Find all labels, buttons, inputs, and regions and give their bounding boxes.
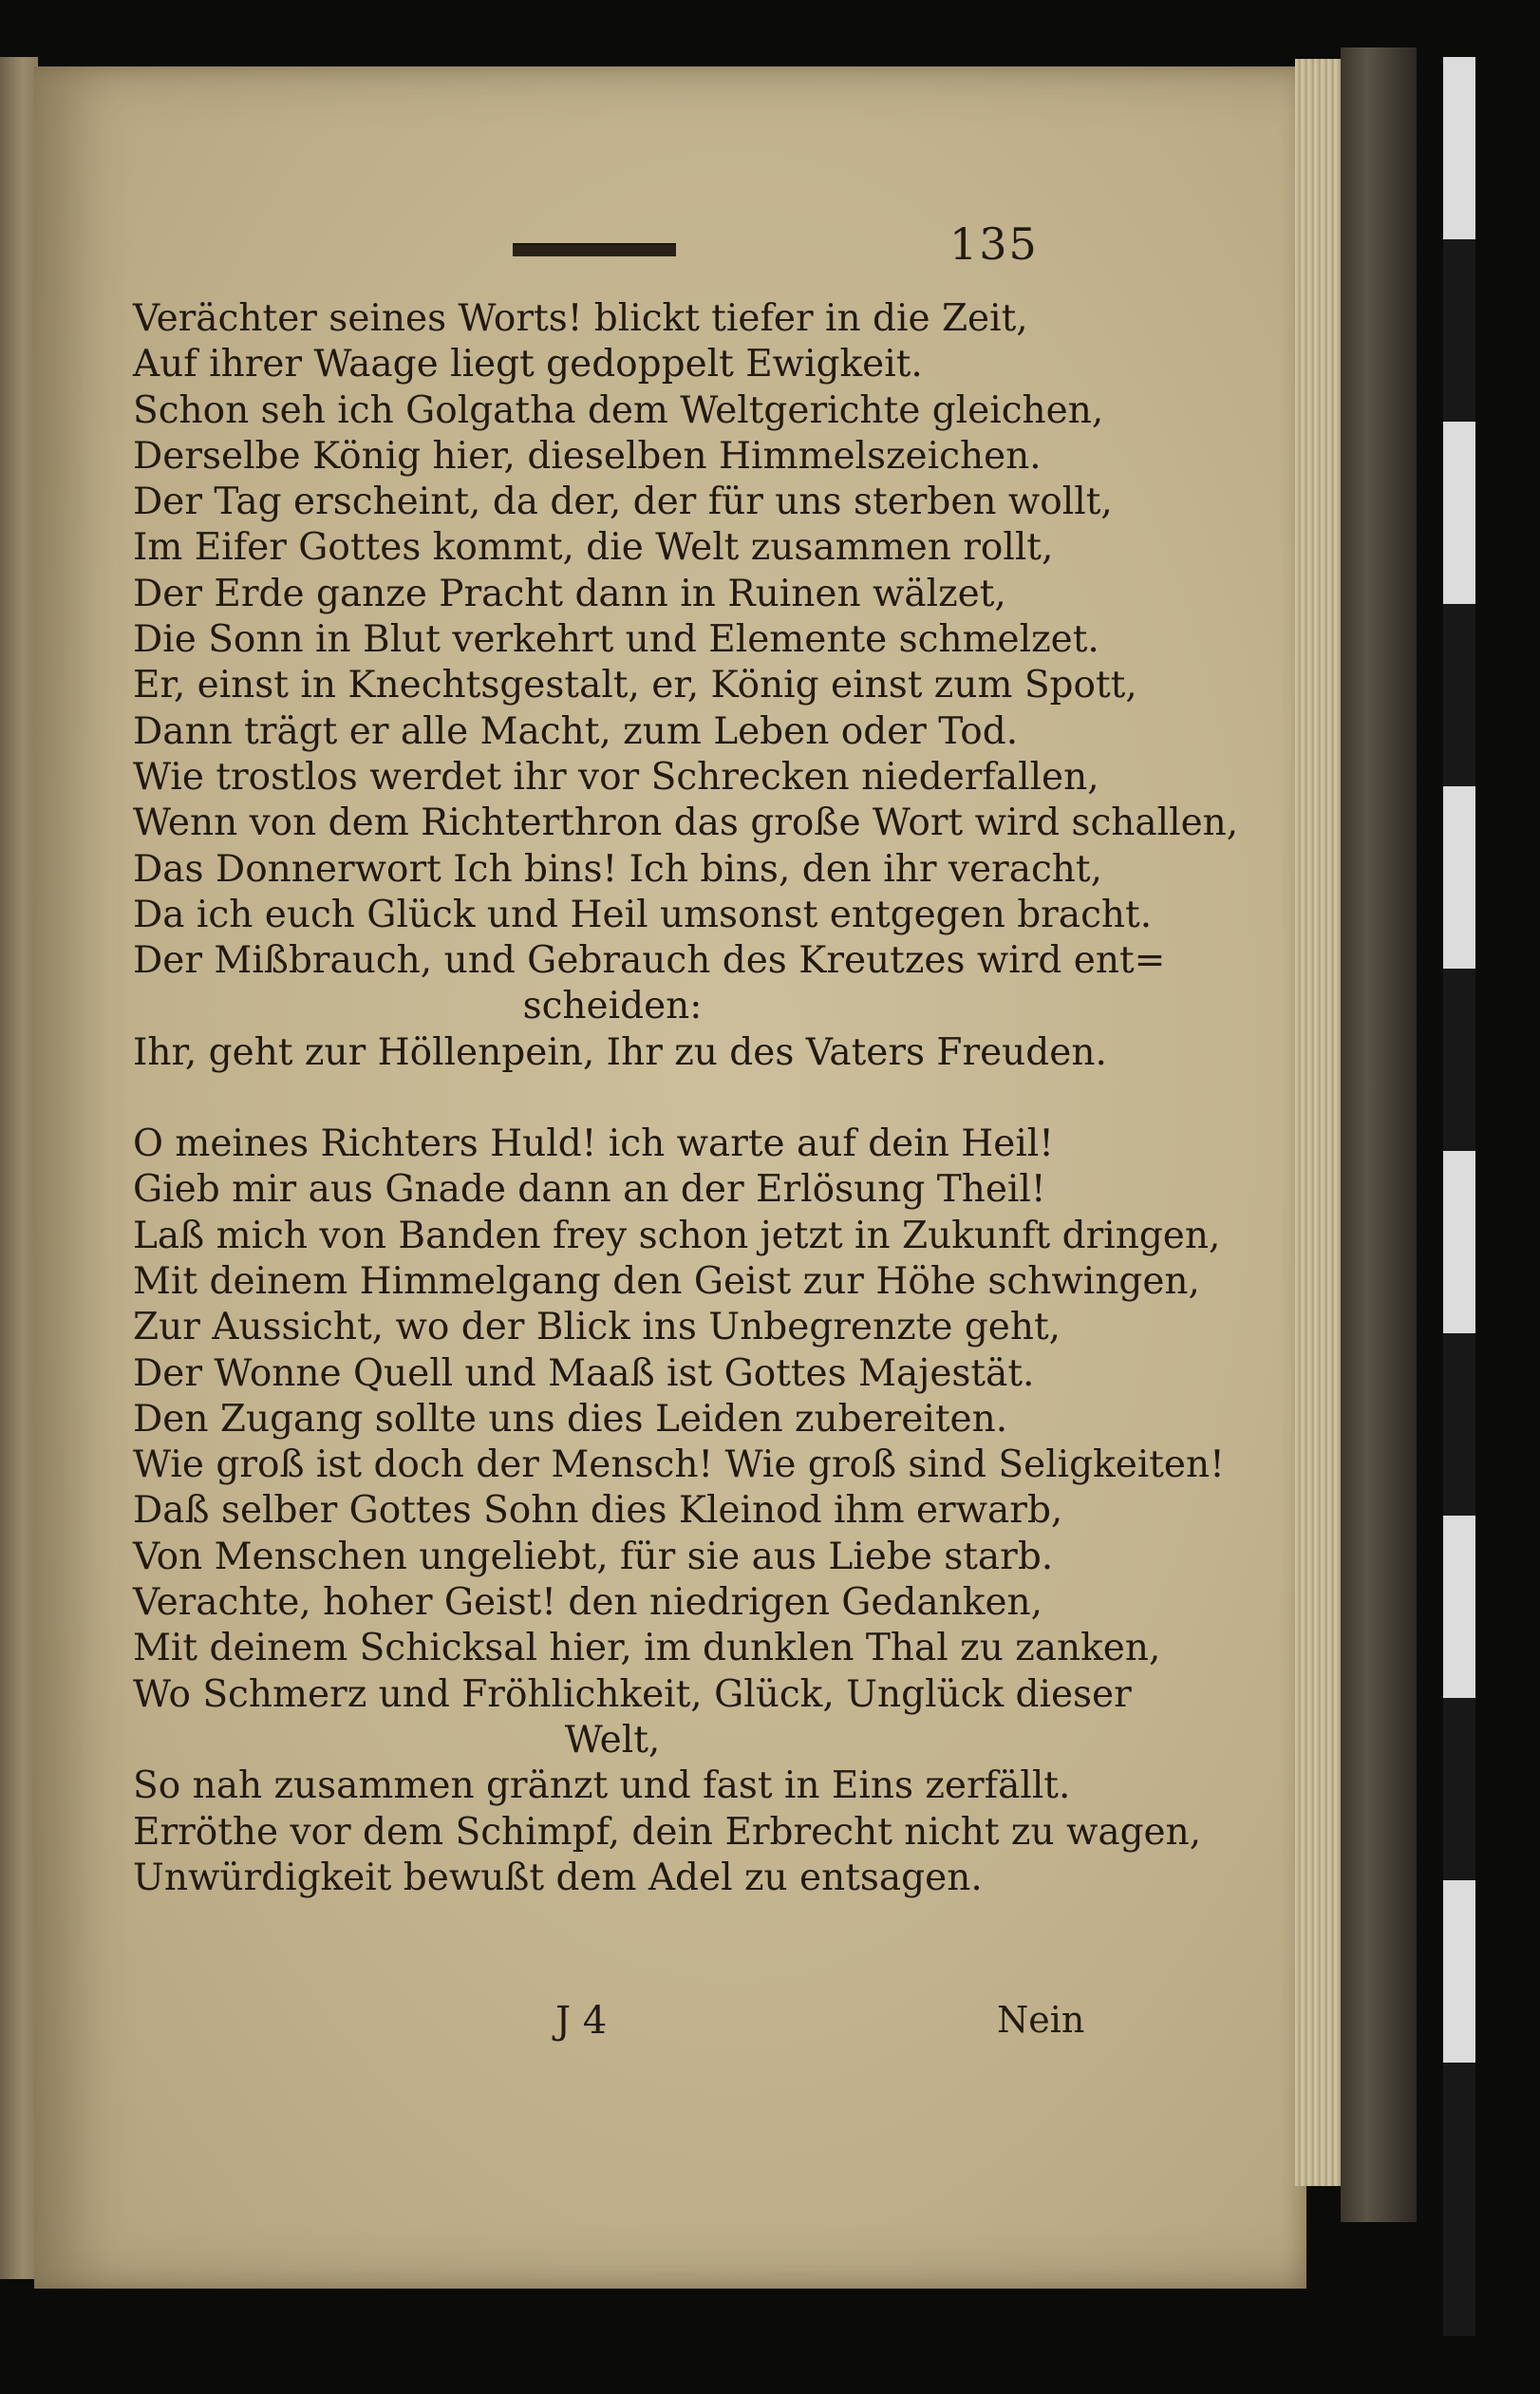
verse-line: Wie groß ist doch der Mensch! Wie groß sind Seligkeiten! xyxy=(133,1443,1225,1487)
verse-line: Gieb mir aus Gnade dann an der Erlösung Theil! xyxy=(133,1168,1046,1212)
catchword: Nein xyxy=(997,1999,1085,2041)
stanza-2 xyxy=(133,1122,1225,1901)
verse-line: Schon seh ich Golgatha dem Weltgerichte gleichen, xyxy=(133,388,1104,432)
verse-line: Unwürdigkeit bewußt dem Adel zu entsagen. xyxy=(133,1856,983,1899)
verse-line: Verächter seines Worts! blickt tiefer in die Zeit, xyxy=(133,297,1028,340)
header-rule xyxy=(513,243,676,256)
verse-line: Dann trägt er alle Macht, zum Leben oder Tod. xyxy=(133,709,1019,753)
verse-line: scheiden: xyxy=(522,985,703,1028)
verse-line: Daß selber Gottes Sohn dies Kleinod ihm erwarb, xyxy=(133,1489,1063,1533)
verse-line: O meines Richters Huld! ich warte auf dein Heil! xyxy=(133,1122,1054,1166)
verse-line: Er, einst in Knechtsgestalt, er, König einst zum Spott, xyxy=(133,664,1137,707)
verse-line: Den Zugang sollte uns dies Leiden zubereiten. xyxy=(133,1397,1008,1441)
page-number: 135 xyxy=(949,218,1039,270)
verse-line: Im Eifer Gottes kommt, die Welt zusammen rollt, xyxy=(133,526,1054,570)
verse-line: Mit deinem Schicksal hier, im dunklen Thal zu zanken, xyxy=(133,1627,1161,1670)
verse-line: Der Tag erscheint, da der, der für uns sterben wollt, xyxy=(133,481,1113,524)
verse-line: Das Donnerwort Ich bins! Ich bins, den ihr veracht, xyxy=(133,847,1102,891)
verse-line: Der Mißbrauch, und Gebrauch des Kreutzes wird ent= xyxy=(133,939,1166,983)
stanza-gap xyxy=(133,1076,1092,1122)
verse-line: Verachte, hoher Geist! den niedrigen Gedanken, xyxy=(133,1581,1043,1625)
left-page-edge xyxy=(0,57,38,2279)
verse-line: Die Sonn in Blut verkehrt und Elemente schmelzet. xyxy=(133,618,1099,662)
verse-line: So nah zusammen gränzt und fast in Eins zerfällt. xyxy=(133,1764,1071,1808)
verse-line: Der Erde ganze Pracht dann in Ruinen wälzet, xyxy=(133,572,1006,615)
signature-mark: J 4 xyxy=(555,1999,608,2043)
stanza-1 xyxy=(133,296,1239,1076)
verse-line: Welt, xyxy=(564,1718,661,1762)
verse-line: Mit deinem Himmelgang den Geist zur Höhe schwingen, xyxy=(133,1259,1200,1303)
verse-line: Der Wonne Quell und Maaß ist Gottes Majestät. xyxy=(133,1351,1035,1395)
book-cover-edge xyxy=(1341,47,1417,2222)
verse-line: Da ich euch Glück und Heil umsonst entgegen bracht. xyxy=(133,893,1153,936)
verse-line: Wo Schmerz und Fröhlichkeit, Glück, Unglück dieser xyxy=(133,1672,1132,1716)
page-stack-edges xyxy=(1295,59,1344,2186)
verse-line: Derselbe König hier, dieselben Himmelszeichen. xyxy=(133,434,1042,478)
verse-line: Wie trostlos werdet ihr vor Schrecken niederfallen, xyxy=(133,755,1099,799)
verse-line: Zur Aussicht, wo der Blick ins Unbegrenzte geht, xyxy=(133,1306,1061,1349)
verse-line: Laß mich von Banden frey schon jetzt in Zukunft dringen, xyxy=(133,1214,1221,1257)
poem-text xyxy=(133,296,1239,1901)
verse-line: Auf ihrer Waage liegt gedoppelt Ewigkeit. xyxy=(133,343,923,386)
color-scale-bar xyxy=(1443,57,1475,2336)
verse-line: Wenn von dem Richterthron das große Wort wird schallen, xyxy=(133,801,1239,845)
verse-line: Erröthe vor dem Schimpf, dein Erbrecht nicht zu wagen, xyxy=(133,1810,1202,1854)
verse-line: Von Menschen ungeliebt, für sie aus Liebe starb. xyxy=(133,1535,1054,1578)
verse-line: Ihr, geht zur Höllenpein, Ihr zu des Vaters Freuden. xyxy=(133,1030,1107,1074)
